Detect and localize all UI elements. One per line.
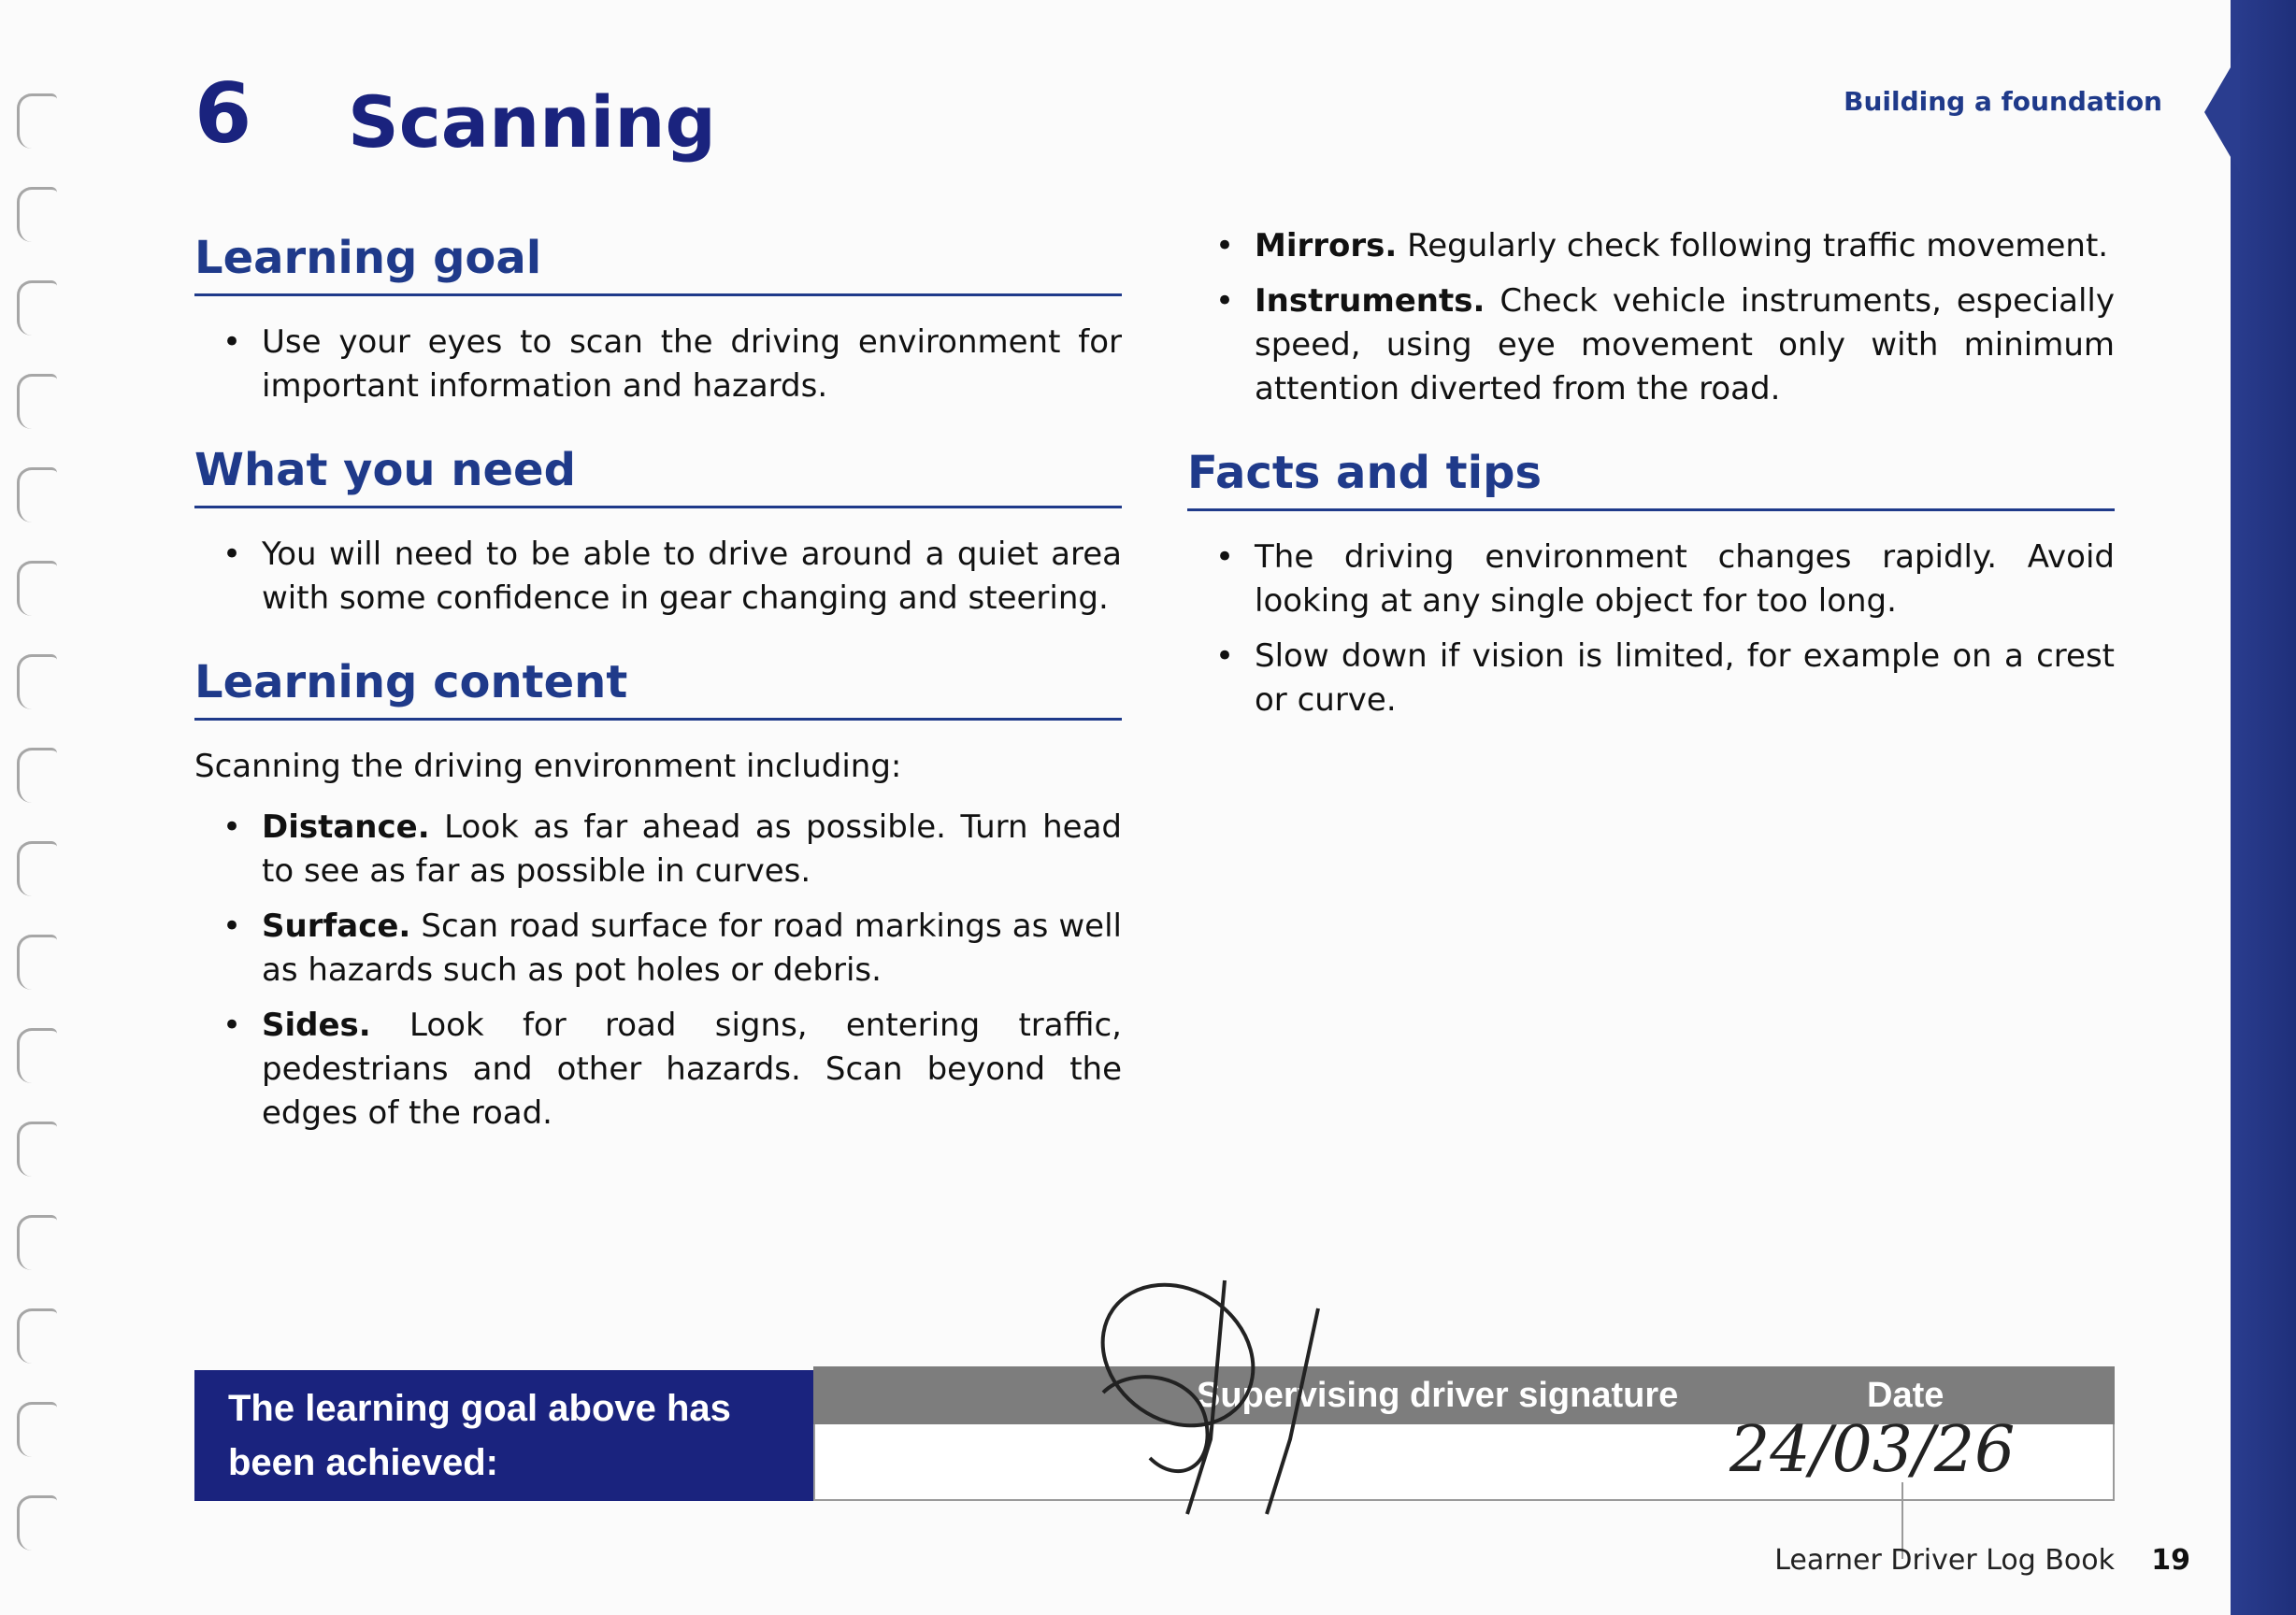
list-item	[194, 806, 1122, 893]
binding-hole	[17, 1215, 57, 1270]
footer-book-title: Learner Driver Log Book	[1774, 1544, 2115, 1577]
spiral-binding	[0, 0, 75, 1615]
binding-hole	[17, 654, 57, 709]
learning-goal-heading: Learning goal	[194, 232, 1122, 296]
binding-hole	[17, 1122, 57, 1177]
learning-content-list	[194, 806, 1122, 1136]
item-term: Sides.	[262, 1007, 371, 1044]
binding-hole	[17, 187, 57, 242]
item-text: Regularly check following traffic movement.	[1397, 227, 2109, 264]
chapter-number: 6	[194, 65, 252, 162]
binding-hole	[17, 1402, 57, 1457]
list-item	[194, 1004, 1122, 1136]
right-column	[1187, 224, 2115, 758]
item-term: Instruments.	[1255, 282, 1485, 320]
achieved-label: The learning goal above has been achieved:	[194, 1370, 813, 1501]
binding-hole	[17, 280, 57, 336]
list-item	[1187, 224, 2115, 268]
what-you-need-heading: What you need	[194, 444, 1122, 508]
binding-hole	[17, 935, 57, 990]
binding-hole	[17, 748, 57, 803]
item-text: Look as far ahead as possible. Turn head to see as far as possible in curves.	[262, 808, 1122, 890]
handwritten-date: 24/03/26	[1729, 1413, 2016, 1487]
list-item: • You will need to be able to drive around a quiet area with some confidence in gear changing and steering.	[194, 533, 1122, 621]
left-column	[194, 232, 1122, 1171]
list-item	[194, 905, 1122, 993]
section-side-tab	[2231, 0, 2296, 1615]
date-label: Date	[1867, 1376, 1944, 1415]
side-tab-notch	[2204, 51, 2240, 173]
item-term: Distance.	[262, 808, 430, 846]
learning-content-list-continued	[1187, 224, 2115, 411]
learning-goal-list	[194, 321, 1122, 408]
learning-content-heading: Learning content	[194, 656, 1122, 721]
chapter-title: Scanning	[348, 80, 716, 164]
binding-hole	[17, 1495, 57, 1551]
binding-hole	[17, 1028, 57, 1083]
section-label: Building a foundation	[1844, 86, 2162, 117]
list-item: • Use your eyes to scan the driving environment for important information and hazards.	[194, 321, 1122, 408]
binding-hole	[17, 374, 57, 429]
binding-hole	[17, 93, 57, 149]
item-text: Look for road signs, entering traffic, pedestrians and other hazards. Scan beyond the edges of the road.	[262, 1007, 1122, 1132]
list-item: • Slow down if vision is limited, for example on a crest or curve.	[1187, 635, 2115, 722]
item-term: Mirrors.	[1255, 227, 1398, 264]
learning-content-intro: Scanning the driving environment including:	[194, 748, 902, 785]
binding-hole	[17, 467, 57, 522]
binding-hole	[17, 561, 57, 616]
what-you-need-list	[194, 533, 1122, 621]
item-text: Scan road surface for road markings as well as hazards such as pot holes or debris.	[262, 908, 1122, 989]
list-item: • The driving environment changes rapidly. Avoid looking at any single object for too long.	[1187, 536, 2115, 623]
facts-and-tips-list	[1187, 536, 2115, 722]
page-number: 19	[2151, 1544, 2190, 1577]
facts-and-tips-heading: Facts and tips	[1187, 447, 2115, 511]
item-text: Check vehicle instruments, especially speed, using eye movement only with minimum attention diverted from the road.	[1255, 282, 2115, 407]
item-term: Surface.	[262, 908, 411, 945]
signature-label: Supervising driver signature	[1197, 1376, 1679, 1415]
binding-hole	[17, 841, 57, 896]
list-item	[1187, 279, 2115, 411]
handwritten-signature	[1066, 1252, 1365, 1533]
binding-hole	[17, 1308, 57, 1364]
